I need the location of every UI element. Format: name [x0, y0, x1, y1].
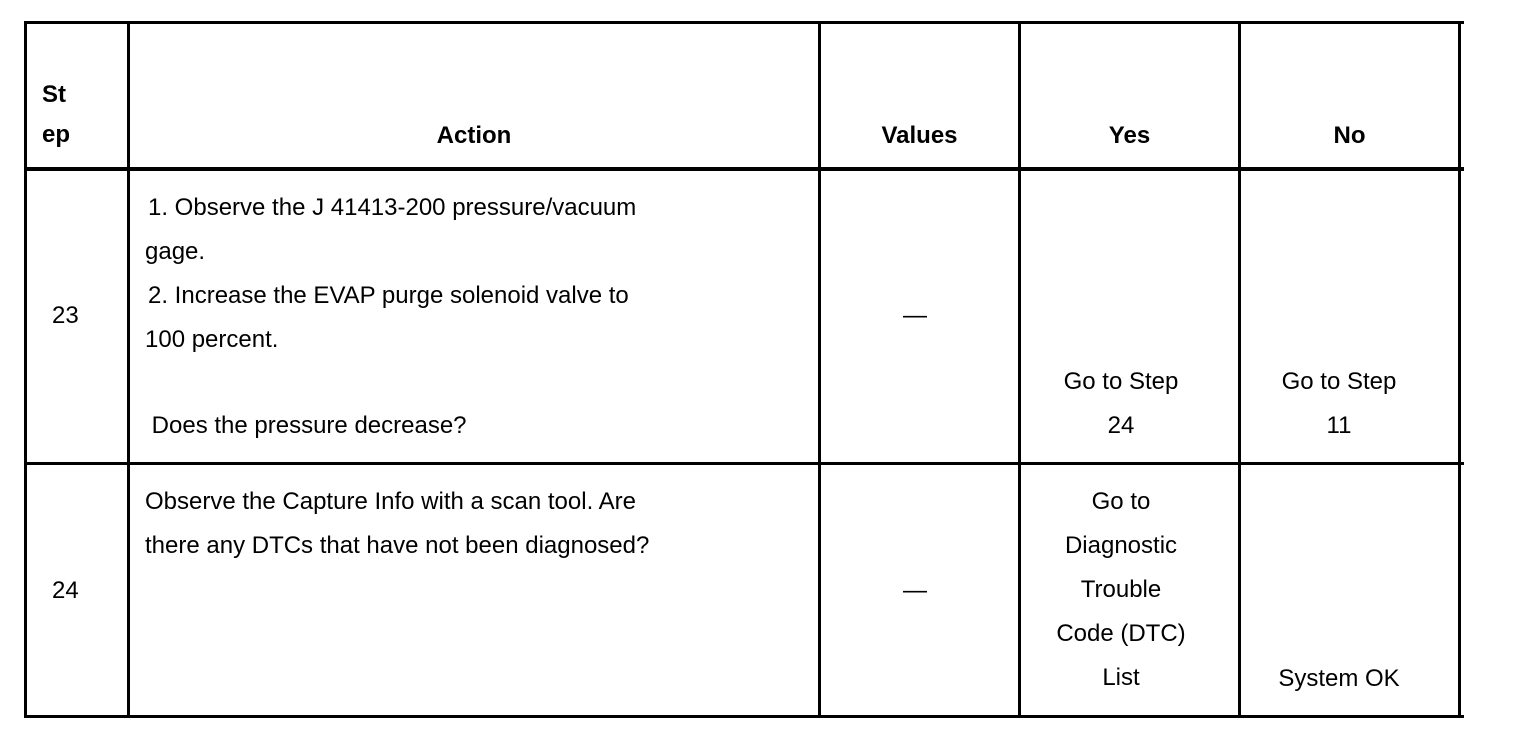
step-number: 23	[52, 302, 79, 329]
header-action: Action	[436, 122, 512, 149]
action-question: Does the pressure decrease?	[145, 412, 467, 439]
header-divider	[24, 167, 1464, 171]
action-line: 100 percent.	[145, 326, 279, 353]
yes-line: Diagnostic	[1064, 532, 1178, 559]
no-line: System OK	[1278, 665, 1400, 692]
no-line: Go to Step	[1281, 368, 1397, 395]
action-text	[145, 480, 815, 568]
row-divider	[24, 462, 1464, 465]
header-yes: Yes	[1108, 122, 1151, 149]
no-outcome	[1241, 657, 1437, 701]
yes-outcome	[1021, 360, 1221, 448]
table-border-left	[24, 21, 27, 718]
yes-line: 24	[1107, 412, 1135, 439]
no-line: 11	[1326, 412, 1352, 439]
yes-line: Code (DTC)	[1056, 620, 1186, 647]
table-border-right	[1458, 21, 1461, 718]
yes-line: Go to Step	[1063, 368, 1179, 395]
yes-outcome	[1021, 480, 1221, 700]
action-line: Observe the Capture Info with a scan tool. Are	[145, 488, 636, 515]
action-line: 2. Increase the EVAP purge solenoid valve to	[148, 282, 629, 309]
action-line: gage.	[145, 238, 206, 265]
value-dash: —	[903, 302, 927, 329]
no-outcome	[1241, 360, 1437, 448]
yes-line: Go to	[1091, 488, 1151, 515]
step-number: 24	[52, 577, 79, 604]
table-border-top	[24, 21, 1464, 24]
action-text	[145, 186, 815, 448]
header-step	[42, 75, 122, 155]
yes-line: Trouble	[1080, 576, 1162, 603]
action-line: there any DTCs that have not been diagnosed?	[145, 532, 650, 559]
table-border-bottom	[24, 715, 1464, 718]
header-no: No	[1333, 122, 1366, 149]
value-dash: —	[903, 577, 927, 604]
yes-line: List	[1102, 664, 1140, 691]
header-step-line2: ep	[42, 121, 71, 148]
header-step-line1: St	[42, 81, 66, 108]
action-line: 1. Observe the J 41413-200 pressure/vacuum	[148, 194, 637, 221]
header-values: Values	[881, 122, 958, 149]
